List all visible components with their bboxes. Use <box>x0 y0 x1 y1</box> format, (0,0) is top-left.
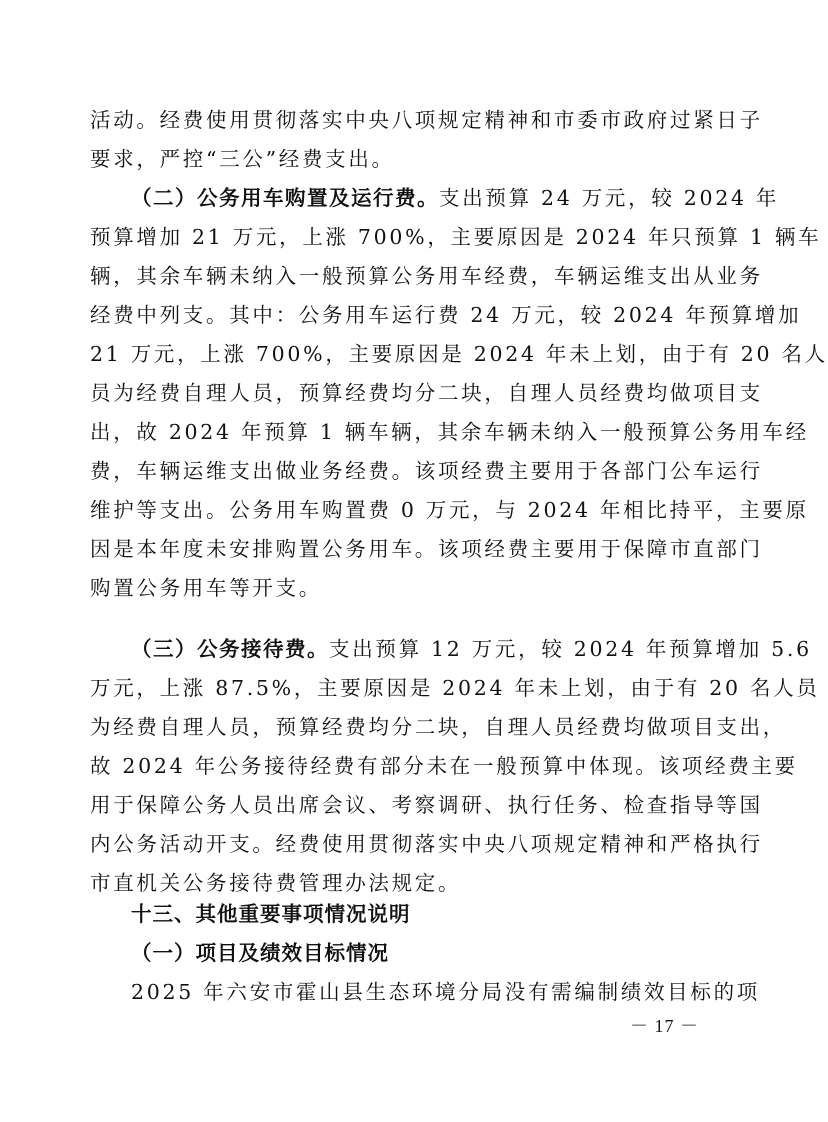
paragraph-line: 预算增加 21 万元，上涨 700%，主要原因是 2024 年只预算 1 辆车 <box>90 225 822 249</box>
paragraph-line: 市直机关公务接待费管理办法规定。 <box>90 871 462 895</box>
section-2-first-line <box>131 184 780 212</box>
paragraph-line: 员为经费自理人员，预算经费均分二块，自理人员经费均做项目支 <box>90 381 763 405</box>
paragraph-line: 出，故 2024 年预算 1 辆车辆，其余车辆未纳入一般预算公务用车经 <box>90 420 809 444</box>
section-2-text: 支出预算 24 万元，较 2024 年 <box>439 186 780 210</box>
paragraph-line: 2025 年六安市霍山县生态环境分局没有需编制绩效目标的项 <box>131 980 760 1004</box>
paragraph-line: 要求，严控“三公”经费支出。 <box>90 147 395 171</box>
paragraph-line: 万元，上涨 87.5%，主要原因是 2024 年未上划，由于有 20 名人员 <box>90 676 820 700</box>
paragraph-line: 用于保障公务人员出席会议、考察调研、执行任务、检查指导等国 <box>90 793 763 817</box>
paragraph-line: 故 2024 年公务接待经费有部分未在一般预算中体现。该项经费主要 <box>90 754 798 778</box>
page-number: － 17 － <box>630 1016 699 1036</box>
paragraph-line: 21 万元，上涨 700%，主要原因是 2024 年未上划，由于有 20 名人 <box>90 342 828 366</box>
paragraph-line: 购置公务用车等开支。 <box>90 576 322 600</box>
section-13-subheading: （一）项目及绩效目标情况 <box>131 941 389 965</box>
section-3-heading: （三）公务接待费。 <box>131 637 329 661</box>
paragraph-line: 经费中列支。其中：公务用车运行费 24 万元，较 2024 年预算增加 <box>90 303 802 327</box>
paragraph-line: 费，车辆运维支出做业务经费。该项经费主要用于各部门公车运行 <box>90 459 763 483</box>
paragraph-line: 活动。经费使用贯彻落实中央八项规定精神和市委市政府过紧日子 <box>90 108 763 132</box>
section-3-first-line <box>131 635 812 663</box>
paragraph-line: 维护等支出。公务用车购置费 0 万元，与 2024 年相比持平，主要原 <box>90 498 809 522</box>
section-3-text: 支出预算 12 万元，较 2024 年预算增加 5.6 <box>329 637 812 661</box>
paragraph-line: 内公务活动开支。经费使用贯彻落实中央八项规定精神和严格执行 <box>90 832 763 856</box>
section-2-heading: （二）公务用车购置及运行费。 <box>131 186 439 210</box>
paragraph-line: 为经费自理人员，预算经费均分二块，自理人员经费均做项目支出， <box>90 715 786 739</box>
section-13-heading: 十三、其他重要事项情况说明 <box>131 902 411 926</box>
paragraph-line: 因是本年度未安排购置公务用车。该项经费主要用于保障市直部门 <box>90 537 763 561</box>
paragraph-line: 辆，其余车辆未纳入一般预算公务用车经费，车辆运维支出从业务 <box>90 264 763 288</box>
